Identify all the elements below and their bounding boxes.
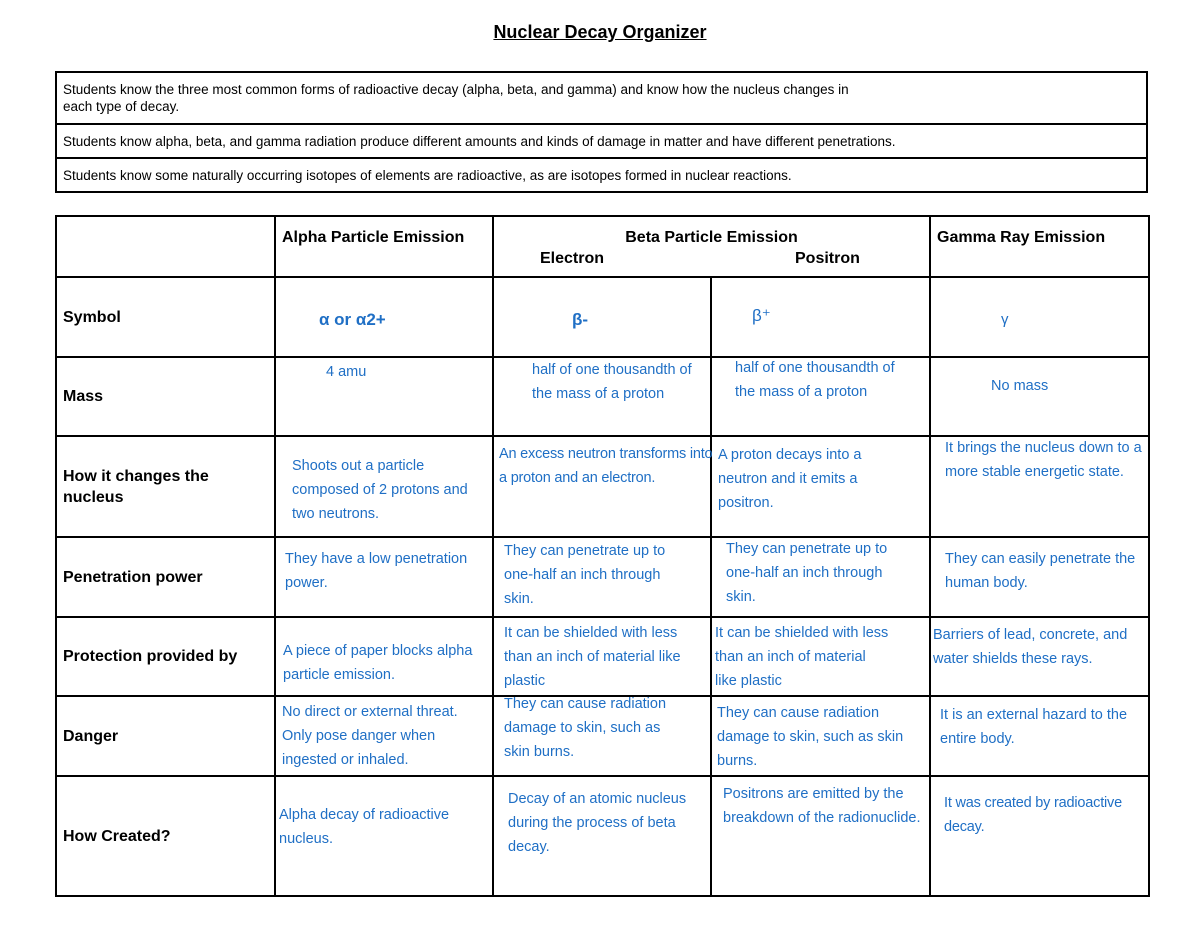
row-label-protection: Protection provided by <box>56 617 275 696</box>
cell-alpha-danger: No direct or external threat. Only pose danger when ingested or inhaled. <box>275 696 493 776</box>
header-row <box>56 216 1149 277</box>
cell-positron-created: Positrons are emitted by the breakdown of the radionuclide. <box>711 776 930 896</box>
cell-alpha-mass: 4 amu <box>275 357 493 436</box>
cell-electron-symbol: β- <box>493 277 711 357</box>
standard-1: Students know the three most common forms of radioactive decay (alpha, beta, and gamma) and know how the nucleus changes in each type of decay. <box>56 72 1147 124</box>
cell-alpha-penetration: They have a low penetration power. <box>275 537 493 617</box>
table-row <box>56 277 1149 357</box>
page-title: Nuclear Decay Organizer <box>493 22 707 42</box>
row-label-penetration: Penetration power <box>56 537 275 617</box>
cell-alpha-protection: A piece of paper blocks alpha particle emission. <box>275 617 493 696</box>
header-alpha: Alpha Particle Emission <box>275 216 493 277</box>
cell-gamma-protection: Barriers of lead, concrete, and water shields these rays. <box>930 617 1149 696</box>
table-row <box>56 696 1149 776</box>
row-label-nucleus: How it changes the nucleus <box>56 436 275 537</box>
header-positron: Positron <box>795 250 860 267</box>
row-label-danger: Danger <box>56 696 275 776</box>
cell-electron-created: Decay of an atomic nucleus during the process of beta decay. <box>493 776 711 896</box>
cell-gamma-danger: It is an external hazard to the entire body. <box>930 696 1149 776</box>
cell-electron-danger: They can cause radiation damage to skin, such as skin burns. <box>493 696 711 776</box>
cell-positron-protection: It can be shielded with less than an inch of material like plastic <box>711 617 930 696</box>
standard-3: Students know some naturally occurring isotopes of elements are radioactive, as are isotopes formed in nuclear reactions. <box>56 158 1147 192</box>
table-row <box>56 537 1149 617</box>
cell-gamma-nucleus: It brings the nucleus down to a more stable energetic state. <box>930 436 1149 537</box>
cell-positron-penetration: They can penetrate up to one-half an inch through skin. <box>711 537 930 617</box>
header-gamma: Gamma Ray Emission <box>930 216 1149 277</box>
row-label-mass: Mass <box>56 357 275 436</box>
header-beta-title: Beta Particle Emission <box>625 229 798 246</box>
cell-gamma-mass: No mass <box>930 357 1149 436</box>
cell-positron-mass: half of one thousandth of the mass of a proton <box>711 357 930 436</box>
cell-electron-penetration: They can penetrate up to one-half an inch through skin. <box>493 537 711 617</box>
cell-electron-protection: It can be shielded with less than an inch of material like plastic <box>493 617 711 696</box>
cell-alpha-nucleus: Shoots out a particle composed of 2 protons and two neutrons. <box>275 436 493 537</box>
standards-table <box>55 71 1148 193</box>
cell-electron-mass: half of one thousandth of the mass of a proton <box>493 357 711 436</box>
cell-alpha-symbol: α or α2+ <box>275 277 493 357</box>
standard-2: Students know alpha, beta, and gamma radiation produce different amounts and kinds of damage in matter and have different penetrations. <box>56 124 1147 158</box>
cell-positron-nucleus: A proton decays into a neutron and it emits a positron. <box>711 436 930 537</box>
row-label-symbol: Symbol <box>56 277 275 357</box>
corner-cell <box>56 216 275 277</box>
cell-positron-symbol: β⁺ <box>711 277 930 357</box>
row-label-created: How Created? <box>56 776 275 896</box>
table-row <box>56 357 1149 436</box>
cell-positron-danger: They can cause radiation damage to skin, such as skin burns. <box>711 696 930 776</box>
cell-gamma-created: It was created by radioactive decay. <box>930 776 1149 896</box>
table-row <box>56 436 1149 537</box>
table-row <box>56 776 1149 896</box>
table-row <box>56 617 1149 696</box>
cell-gamma-symbol: γ <box>930 277 1149 357</box>
header-beta <box>493 216 930 277</box>
cell-gamma-penetration: They can easily penetrate the human body. <box>930 537 1149 617</box>
cell-alpha-created: Alpha decay of radioactive nucleus. <box>275 776 493 896</box>
decay-table <box>55 215 1150 897</box>
header-electron: Electron <box>540 250 605 267</box>
cell-electron-nucleus: An excess neutron transforms into a proton and an electron. <box>493 436 711 537</box>
